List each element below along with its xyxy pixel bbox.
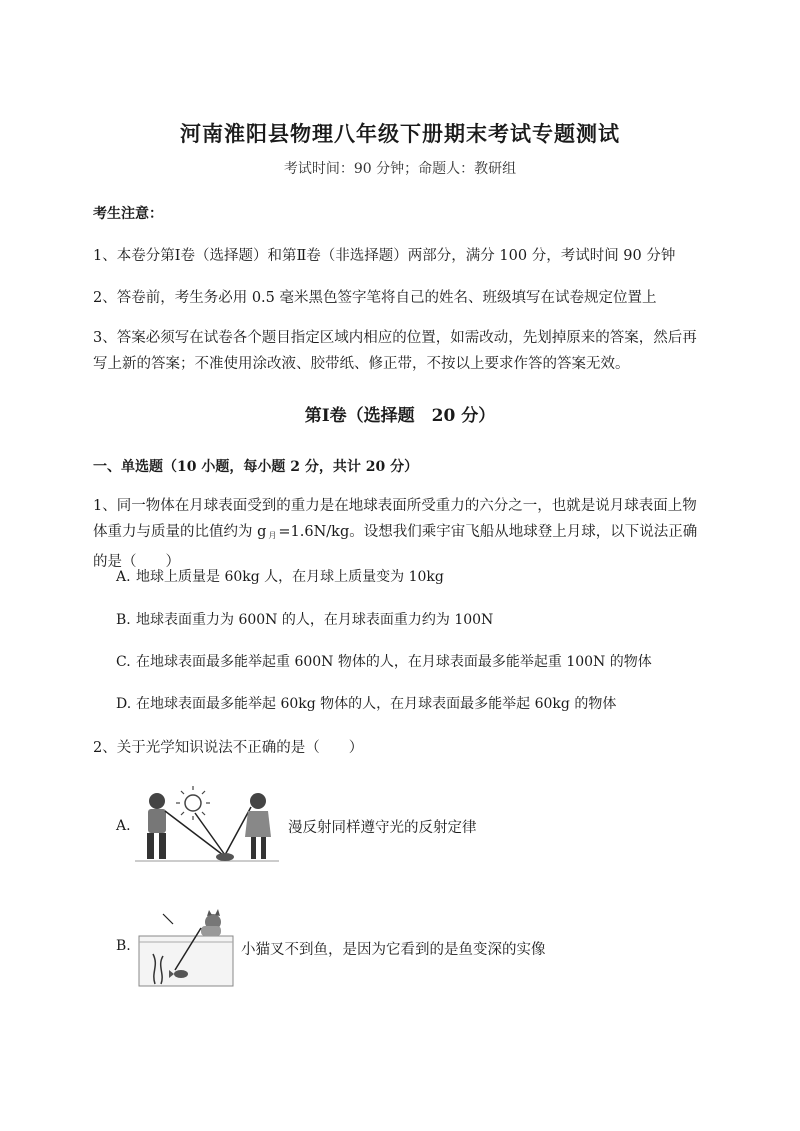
- page-title: 河南淮阳县物理八年级下册期末考试专题测试: [180, 121, 620, 146]
- option-letter: B.: [116, 612, 131, 628]
- question-1-stem: [93, 493, 711, 575]
- question-2-stem: 2、关于光学知识说法不正确的是（ ）: [93, 740, 364, 756]
- option-letter: A.: [116, 569, 131, 585]
- q2-option-a-letter[interactable]: A.: [116, 818, 131, 834]
- option-text: 地球表面重力为 600N 的人，在月球表面重力约为 100N: [136, 612, 494, 628]
- q2-option-b-text: 小猫叉不到鱼，是因为它看到的是鱼变深的实像: [241, 942, 546, 958]
- option-text: 地球上质量是 60kg 人，在月球上质量变为 10kg: [136, 569, 444, 585]
- notice-heading: 考生注意：: [93, 206, 163, 222]
- section-heading: 一、单选题（10 小题，每小题 2 分，共计 20 分）: [93, 459, 419, 475]
- question-1-stem-part2: =1.6N/kg。设想我们乘宇宙飞船从地球登上月球，以下说法正确的是（ ）: [93, 524, 698, 570]
- option-text: 在地球表面最多能举起重 600N 物体的人，在月球表面最多能举起重 100N 的物体: [136, 654, 652, 670]
- q1-option-b[interactable]: [116, 609, 493, 629]
- option-letter: C.: [116, 654, 131, 670]
- q2-option-a-text: 漫反射同样遵守光的反射定律: [288, 820, 477, 836]
- moon-subscript: 月: [268, 531, 277, 540]
- option-letter: D.: [116, 696, 132, 712]
- q1-option-c[interactable]: [116, 651, 652, 671]
- section-title: 第Ⅰ卷（选择题 20 分）: [304, 406, 496, 426]
- exam-meta: 考试时间：90 分钟；命题人：教研组: [283, 161, 517, 177]
- q2-option-b-letter[interactable]: B.: [116, 938, 131, 954]
- question-1-stem-part1: 1、同一物体在月球表面受到的重力是在地球表面所受重力的六分之一，也就是说月球表面上物体重力与质量的比值约为 g: [93, 498, 697, 540]
- q1-option-d[interactable]: [116, 693, 616, 713]
- notice-item-3: 3、答案必须写在试卷各个题目指定区域内相应的位置，如需改动，先划掉原来的答案，然后再写上新的答案；不准使用涂改液、胶带纸、修正带，不按以上要求作答的答案无效。: [93, 330, 697, 372]
- notice-item-1: 1、本卷分第Ⅰ卷（选择题）和第Ⅱ卷（非选择题）两部分，满分 100 分，考试时间 90 分钟: [93, 248, 676, 264]
- option-text: 在地球表面最多能举起 60kg 物体的人，在月球表面最多能举起 60kg 的物体: [136, 696, 617, 712]
- q1-option-a[interactable]: [116, 566, 444, 586]
- cat-fishing-illustration: [137, 906, 237, 988]
- notice-item-2: 2、答卷前，考生务必用 0.5 毫米黑色签字笔将自己的姓名、班级填写在试卷规定位置上: [93, 290, 657, 306]
- diffuse-reflection-illustration: [133, 781, 283, 867]
